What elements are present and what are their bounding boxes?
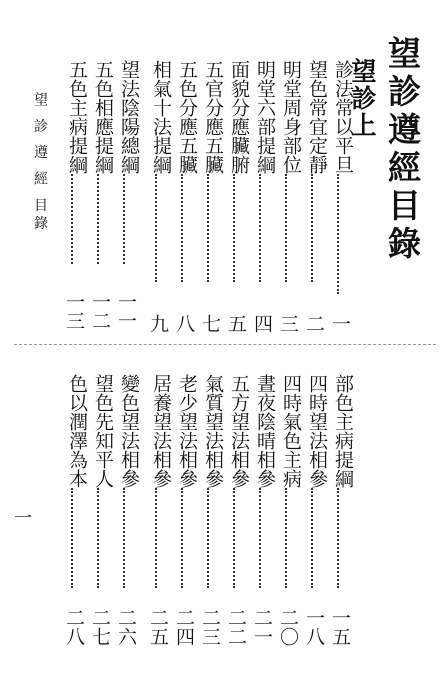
toc-entry — [150, 60, 172, 282]
leader-dots — [259, 488, 261, 588]
toc-entry-label: 望法陰陽總綱 — [118, 60, 140, 174]
toc-entry-label: 望色常宜定靜 — [306, 60, 328, 174]
leader-dots — [97, 488, 99, 588]
toc-entry-label: 變色望法相參 — [118, 374, 140, 488]
toc-entry-page: 二二 — [225, 608, 247, 646]
toc-entry — [306, 374, 328, 588]
toc-entry — [176, 374, 198, 588]
toc-entry-label: 晝夜陰晴相參 — [254, 374, 276, 488]
toc-entry — [228, 374, 250, 588]
toc-entry-label: 五色主病提綱 — [66, 60, 88, 174]
leader-dots — [233, 174, 235, 282]
toc-entry — [150, 374, 172, 588]
toc-entry-page: 一 — [329, 314, 351, 333]
running-head: 望 診 遵 經 目錄 — [32, 92, 48, 234]
toc-entry-page: 七 — [199, 314, 221, 333]
toc-entry-label: 部色主病提綱 — [332, 374, 354, 488]
leader-dots — [181, 174, 183, 282]
leader-dots — [181, 488, 183, 588]
leader-dots — [207, 174, 209, 282]
toc-entry-page: 四 — [251, 314, 273, 333]
toc-entry — [202, 374, 224, 588]
toc-entry — [332, 374, 354, 588]
leader-dots — [285, 174, 287, 282]
toc-entry — [176, 60, 198, 282]
toc-entry-page: 二六 — [115, 608, 137, 646]
section-title: 望診上 — [348, 58, 377, 139]
toc-entry-page: 二一 — [251, 608, 273, 646]
toc-entry-page: 二八 — [63, 608, 85, 646]
toc-entry-label: 明堂六部提綱 — [254, 60, 276, 174]
toc-entry-label: 氣質望法相參 — [202, 374, 224, 488]
toc-entry — [254, 374, 276, 588]
toc-entry-label: 四時望法相參 — [306, 374, 328, 488]
leader-dots — [123, 488, 125, 588]
toc-entry-label: 居養望法相參 — [150, 374, 172, 488]
toc-entry-page: 一五 — [329, 608, 351, 646]
toc-entry-page: 二五 — [147, 608, 169, 646]
toc-entry-page: 五 — [225, 314, 247, 333]
leader-dots — [71, 174, 73, 264]
leader-dots — [311, 174, 313, 282]
leader-dots — [311, 488, 313, 588]
toc-entry — [254, 60, 276, 282]
toc-entry-label: 相氣十法提綱 — [150, 60, 172, 174]
leader-dots — [337, 174, 339, 294]
toc-entry — [92, 60, 114, 264]
leader-dots — [97, 174, 99, 264]
toc-entry-label: 診法常以平旦 — [332, 60, 354, 174]
toc-entry-page: 三 — [277, 314, 299, 333]
toc-entry-label: 明堂周身部位 — [280, 60, 302, 174]
toc-entry-label: 色以潤澤為本 — [66, 374, 88, 488]
leader-dots — [155, 488, 157, 588]
leader-dots — [337, 488, 339, 588]
leader-dots — [155, 174, 157, 282]
toc-entry-page: 一三 — [63, 292, 85, 330]
toc-entry-page: 二七 — [89, 608, 111, 646]
toc-entry-page: 九 — [147, 314, 169, 333]
toc-entry — [228, 60, 250, 282]
toc-entry-page: 二 — [303, 314, 325, 333]
leader-dots — [233, 488, 235, 588]
toc-entry-label: 五方望法相參 — [228, 374, 250, 488]
toc-entry-label: 四時氣色主病 — [280, 374, 302, 488]
toc-entry-page: 一八 — [303, 608, 325, 646]
toc-entry — [66, 374, 88, 588]
toc-entry — [202, 60, 224, 282]
divider — [14, 344, 436, 345]
toc-entry-page: 二三 — [199, 608, 221, 646]
toc-entry-page: 八 — [173, 314, 195, 333]
toc-entry-label: 老少望法相參 — [176, 374, 198, 488]
leader-dots — [123, 174, 125, 264]
toc-entry — [280, 374, 302, 588]
toc-entry — [280, 60, 302, 282]
toc-entry — [66, 60, 88, 264]
toc-entry-label: 望色先知平人 — [92, 374, 114, 488]
toc-entry — [306, 60, 328, 282]
toc-entry-label: 五色相應提綱 — [92, 60, 114, 174]
leader-dots — [285, 488, 287, 588]
toc-entry — [332, 60, 354, 322]
toc-entry — [92, 374, 114, 588]
toc-entry-page: 二四 — [173, 608, 195, 646]
toc-entry-label: 五色分應五臟 — [176, 60, 198, 174]
toc-entry-page: 一二 — [89, 292, 111, 330]
toc-entry-page: 二〇 — [277, 608, 299, 646]
leader-dots — [259, 174, 261, 282]
page-number: 一 — [11, 508, 32, 526]
toc-entry — [118, 60, 140, 264]
toc-entry-label: 面貌分應臟腑 — [228, 60, 250, 174]
leader-dots — [71, 488, 73, 588]
page-title: 望診遵經目錄 — [383, 36, 422, 264]
toc-entry-label: 五官分應五臟 — [202, 60, 224, 174]
toc-entry-page: 一一 — [115, 292, 137, 330]
toc-entry — [118, 374, 140, 588]
leader-dots — [207, 488, 209, 588]
